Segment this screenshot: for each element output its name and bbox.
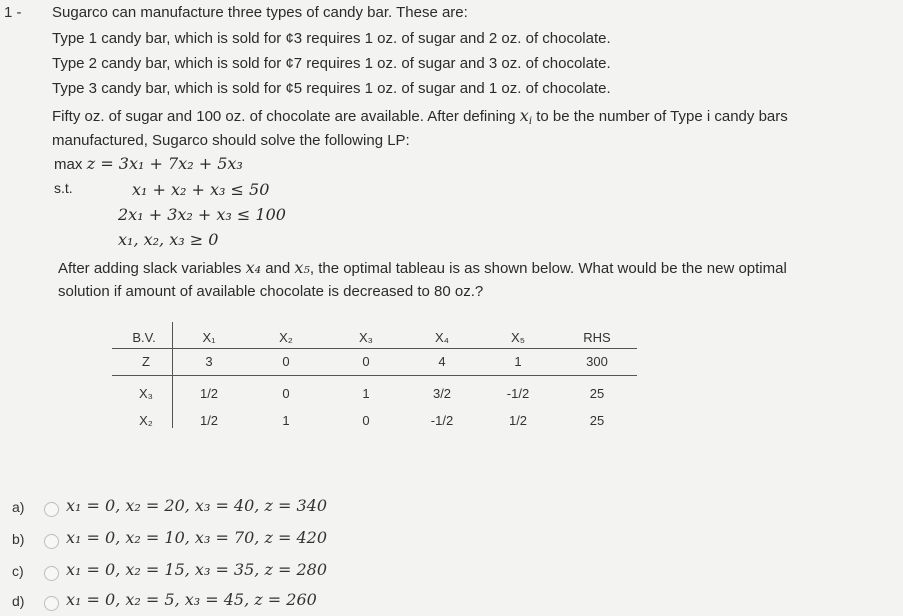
option-letter: c) — [12, 563, 24, 579]
tableau-cell: 3/2 — [432, 386, 452, 401]
option-letter: a) — [12, 499, 25, 515]
tableau-cell: 1 — [514, 354, 522, 369]
tableau-cell: 25 — [589, 413, 605, 428]
option-radio[interactable] — [44, 502, 59, 517]
slack-variable-5: x₅ — [294, 258, 310, 277]
type1-text: Type 1 candy bar, which is sold for ¢3 requires 1 oz. of sugar and 2 oz. of chocolate. — [52, 30, 611, 47]
type3-text: Type 3 candy bar, which is sold for ¢5 requires 1 oz. of sugar and 1 oz. of chocolate. — [52, 80, 611, 97]
available-text-b: to be the number of Type i candy bars — [536, 108, 788, 125]
option-radio[interactable] — [44, 534, 59, 549]
subject-to-label: s.t. — [54, 180, 73, 196]
type2-text: Type 2 candy bar, which is sold for ¢7 requires 1 oz. of sugar and 3 oz. of chocolate. — [52, 55, 611, 72]
tableau-cell: 3 — [205, 354, 213, 369]
option-letter: d) — [12, 593, 25, 609]
question-number: 1 - — [4, 4, 22, 21]
available-line — [52, 106, 788, 127]
after-line — [58, 258, 787, 277]
tableau-cell: 1 — [362, 386, 370, 401]
option-text: x₁ = 0, x₂ = 15, x₃ = 35, z = 280 — [66, 560, 328, 579]
objective-prefix: max — [54, 156, 83, 173]
after-text-c: solution if amount of available chocolate is decreased to 80 oz.? — [58, 283, 484, 300]
tableau-header: RHS — [583, 330, 611, 345]
tableau-cell: 25 — [589, 386, 605, 401]
tableau-header: X₅ — [511, 330, 525, 345]
tableau-cell: 0 — [362, 354, 370, 369]
tableau-header: X₄ — [435, 330, 449, 345]
after-text-a: After adding slack variables — [58, 260, 242, 277]
slack-variable-4: x₄ — [245, 258, 262, 277]
tableau-column-divider — [172, 322, 173, 428]
tableau-cell: 1/2 — [199, 386, 219, 401]
available-text-c: manufactured, Sugarco should solve the following LP: — [52, 132, 410, 149]
tableau-header: B.V. — [132, 330, 156, 345]
available-text-a: Fifty oz. of sugar and 100 oz. of chocolate are available. After defining — [52, 108, 516, 125]
tableau-cell: -1/2 — [430, 413, 454, 428]
intro-text: Sugarco can manufacture three types of candy bar. These are: — [52, 4, 468, 21]
available-variable: $x_i$ — [519, 106, 533, 127]
tableau-cell: 1/2 — [199, 413, 219, 428]
tableau-cell: 4 — [438, 354, 446, 369]
objective-line — [54, 154, 243, 174]
option-text: x₁ = 0, x₂ = 10, x₃ = 70, z = 420 — [66, 528, 328, 547]
option-text: x₁ = 0, x₂ = 20, x₃ = 40, z = 340 — [66, 496, 328, 515]
tableau-cell: X₂ — [139, 413, 153, 428]
tableau-cell: Z — [142, 354, 150, 369]
tableau-header: X₁ — [202, 330, 216, 345]
tableau-cell: X₃ — [139, 386, 153, 401]
option-letter: b) — [12, 531, 25, 547]
option-radio[interactable] — [44, 596, 59, 611]
tableau-header: X₂ — [279, 330, 293, 345]
after-text-b: , the optimal tableau is as shown below. What would be the new optimal — [309, 260, 787, 277]
constraint-sugar: x₁ + x₂ + x₃ ≤ 50 — [132, 180, 270, 199]
tableau-cell: -1/2 — [506, 386, 530, 401]
constraint-chocolate: 2x₁ + 3x₂ + x₃ ≤ 100 — [118, 205, 286, 224]
constraint-nonnegative: x₁, x₂, x₃ ≥ 0 — [118, 230, 219, 249]
tableau-cell: 0 — [282, 386, 290, 401]
tableau-rule — [112, 375, 637, 376]
objective-function: z = 3x₁ + 7x₂ + 5x₃ — [86, 154, 243, 173]
tableau-cell: 0 — [362, 413, 370, 428]
tableau-cell: 1 — [282, 413, 290, 428]
option-text: x₁ = 0, x₂ = 5, x₃ = 45, z = 260 — [66, 590, 317, 609]
tableau-header: X₃ — [359, 330, 373, 345]
tableau-cell: 1/2 — [508, 413, 528, 428]
tableau-cell: 300 — [586, 354, 608, 369]
after-text-mid: and — [265, 260, 291, 277]
option-radio[interactable] — [44, 566, 59, 581]
tableau-cell: 0 — [282, 354, 290, 369]
tableau-rule — [112, 348, 637, 349]
